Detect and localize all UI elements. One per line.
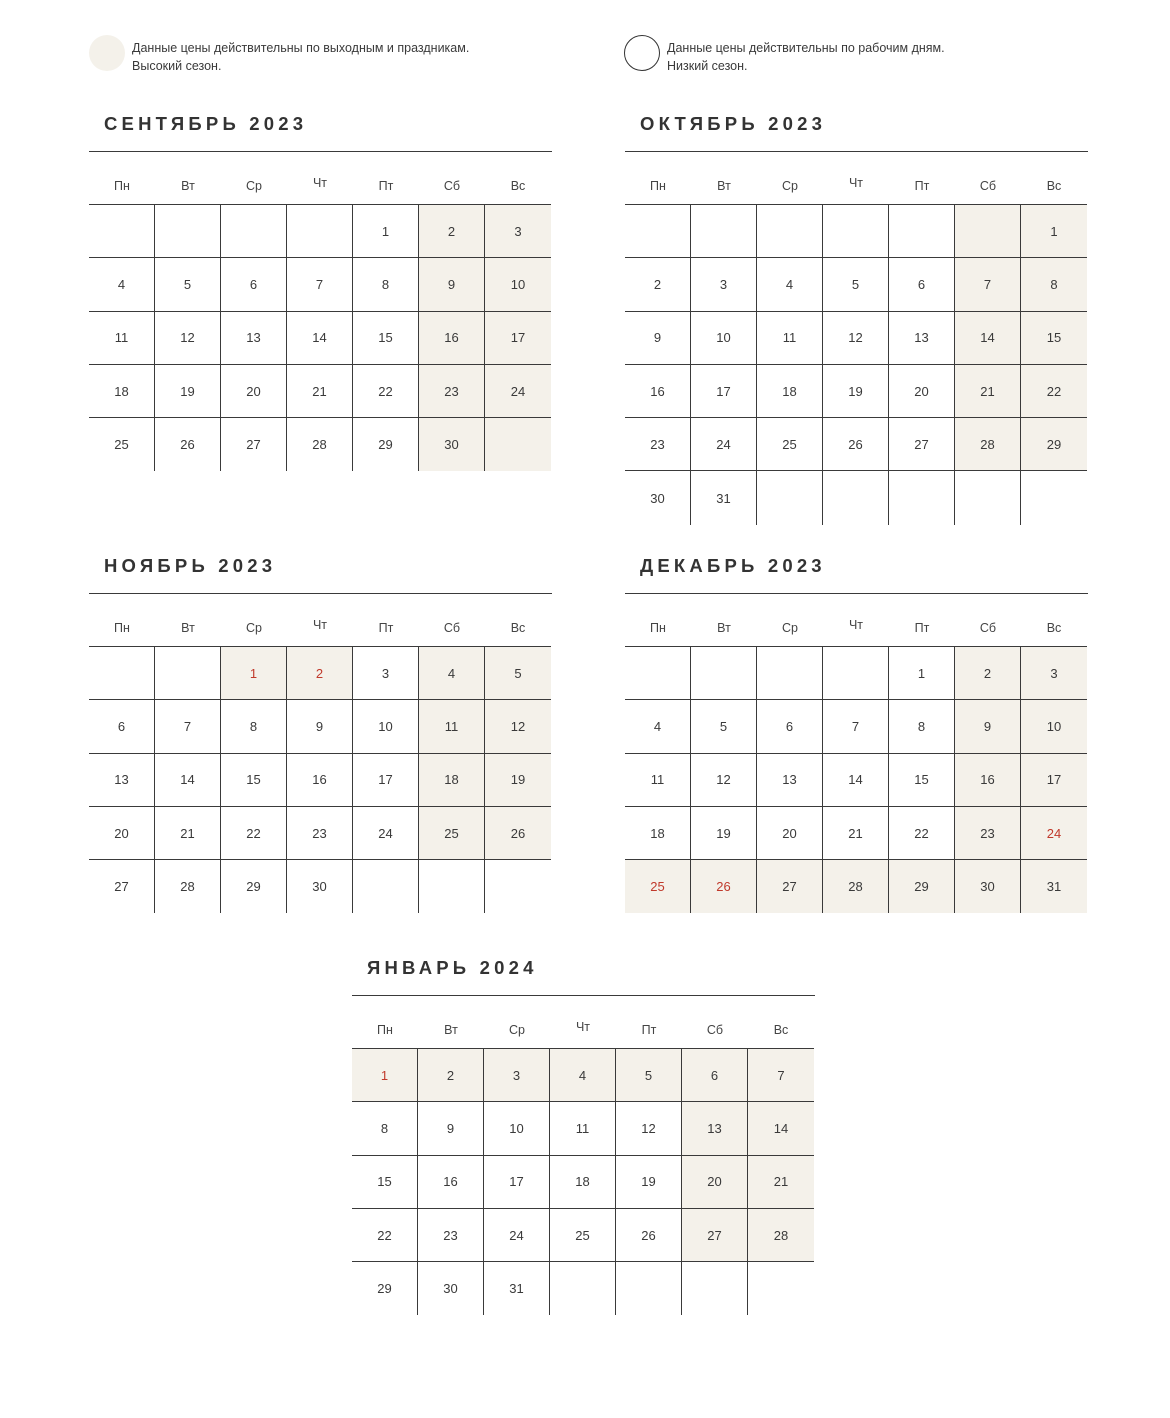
day-cell: 29 <box>1021 418 1087 471</box>
weekday-label: Сб <box>443 621 461 635</box>
weekday-label: Вс <box>1046 621 1062 635</box>
day-cell: 21 <box>155 807 221 860</box>
day-cell: 14 <box>955 312 1021 365</box>
weekday-header <box>625 176 1088 193</box>
day-grid <box>625 646 1087 913</box>
day-cell: 17 <box>485 312 551 365</box>
day-cell: 19 <box>155 365 221 418</box>
day-grid <box>352 1048 814 1315</box>
day-cell: 2 <box>625 258 691 311</box>
day-cell: 13 <box>89 754 155 807</box>
weekday-label: Чт <box>848 618 864 632</box>
empty-cell <box>955 471 1021 524</box>
weekday-label: Сб <box>979 179 997 193</box>
day-cell: 16 <box>418 1156 484 1209</box>
day-cell: 23 <box>418 1209 484 1262</box>
empty-cell <box>155 205 221 258</box>
weekday-label: Сб <box>443 179 461 193</box>
day-cell: 27 <box>757 860 823 913</box>
weekday-label: Сб <box>706 1023 724 1037</box>
empty-cell <box>616 1262 682 1315</box>
empty-cell <box>691 205 757 258</box>
day-cell: 10 <box>1021 700 1087 753</box>
day-cell: 14 <box>155 754 221 807</box>
divider <box>89 151 552 152</box>
legend-line: Низкий сезон. <box>667 59 748 73</box>
month-title: СЕНТЯБРЬ 2023 <box>104 113 308 134</box>
day-cell: 25 <box>89 418 155 471</box>
day-cell: 16 <box>625 365 691 418</box>
day-cell: 29 <box>889 860 955 913</box>
day-grid <box>625 204 1087 525</box>
day-cell: 1 <box>1021 205 1087 258</box>
divider <box>352 995 815 996</box>
day-cell: 4 <box>550 1049 616 1102</box>
day-cell: 8 <box>353 258 419 311</box>
day-cell: 9 <box>418 1102 484 1155</box>
weekday-label: Чт <box>575 1020 591 1034</box>
day-cell: 7 <box>748 1049 814 1102</box>
empty-cell <box>221 205 287 258</box>
day-cell: 22 <box>353 365 419 418</box>
day-cell: 17 <box>691 365 757 418</box>
day-cell: 23 <box>419 365 485 418</box>
day-cell: 23 <box>625 418 691 471</box>
day-cell: 24 <box>485 365 551 418</box>
day-cell: 13 <box>221 312 287 365</box>
weekday-label: Пн <box>650 621 666 635</box>
weekday-label: Вс <box>773 1023 789 1037</box>
day-cell: 27 <box>89 860 155 913</box>
day-cell: 1 <box>352 1049 418 1102</box>
high-season-swatch <box>89 35 125 71</box>
day-cell: 27 <box>889 418 955 471</box>
day-cell: 14 <box>287 312 353 365</box>
day-cell: 17 <box>353 754 419 807</box>
day-cell: 20 <box>89 807 155 860</box>
day-cell: 30 <box>419 418 485 471</box>
empty-cell <box>757 647 823 700</box>
weekday-label: Пн <box>650 179 666 193</box>
weekday-label: Ср <box>782 621 798 635</box>
day-cell: 24 <box>1021 807 1087 860</box>
weekday-label: Вт <box>181 621 195 635</box>
day-cell: 7 <box>155 700 221 753</box>
legend-text <box>132 39 469 75</box>
weekday-label: Чт <box>312 176 328 190</box>
weekday-label: Пт <box>914 179 930 193</box>
day-cell: 7 <box>823 700 889 753</box>
day-cell: 28 <box>955 418 1021 471</box>
day-cell: 18 <box>757 365 823 418</box>
empty-cell <box>155 647 221 700</box>
day-cell: 15 <box>353 312 419 365</box>
day-cell: 8 <box>221 700 287 753</box>
day-cell: 15 <box>221 754 287 807</box>
day-cell: 1 <box>353 205 419 258</box>
day-cell: 27 <box>682 1209 748 1262</box>
weekday-label: Чт <box>848 176 864 190</box>
day-cell: 5 <box>485 647 551 700</box>
day-cell: 18 <box>419 754 485 807</box>
weekday-header <box>352 1020 815 1037</box>
day-cell: 31 <box>1021 860 1087 913</box>
month-title: ДЕКАБРЬ 2023 <box>640 555 826 576</box>
empty-cell <box>889 205 955 258</box>
day-cell: 20 <box>757 807 823 860</box>
day-cell: 23 <box>287 807 353 860</box>
day-cell: 28 <box>823 860 889 913</box>
day-cell: 11 <box>625 754 691 807</box>
day-cell: 24 <box>353 807 419 860</box>
weekday-label: Пн <box>377 1023 393 1037</box>
low-season-swatch <box>624 35 660 71</box>
day-cell: 8 <box>1021 258 1087 311</box>
month-title: ЯНВАРЬ 2024 <box>367 957 538 978</box>
day-cell: 2 <box>287 647 353 700</box>
day-cell: 1 <box>221 647 287 700</box>
weekday-label: Вс <box>510 179 526 193</box>
day-cell: 5 <box>823 258 889 311</box>
day-cell: 6 <box>221 258 287 311</box>
day-cell: 21 <box>748 1156 814 1209</box>
day-cell: 29 <box>352 1262 418 1315</box>
day-cell: 28 <box>748 1209 814 1262</box>
day-cell: 29 <box>221 860 287 913</box>
day-cell: 4 <box>757 258 823 311</box>
day-cell: 10 <box>485 258 551 311</box>
day-cell: 2 <box>419 205 485 258</box>
empty-cell <box>550 1262 616 1315</box>
weekday-label: Ср <box>782 179 798 193</box>
day-cell: 13 <box>682 1102 748 1155</box>
empty-cell <box>823 647 889 700</box>
day-cell: 24 <box>484 1209 550 1262</box>
day-cell: 5 <box>155 258 221 311</box>
empty-cell <box>823 471 889 524</box>
day-cell: 2 <box>955 647 1021 700</box>
day-cell: 26 <box>691 860 757 913</box>
weekday-label: Вс <box>1046 179 1062 193</box>
weekday-label: Пт <box>914 621 930 635</box>
day-cell: 12 <box>485 700 551 753</box>
empty-cell <box>353 860 419 913</box>
day-cell: 9 <box>625 312 691 365</box>
day-cell: 16 <box>419 312 485 365</box>
day-cell: 25 <box>625 860 691 913</box>
legend-text <box>667 39 945 75</box>
day-cell: 12 <box>616 1102 682 1155</box>
empty-cell <box>955 205 1021 258</box>
month-title: НОЯБРЬ 2023 <box>104 555 277 576</box>
day-cell: 22 <box>221 807 287 860</box>
weekday-label: Вт <box>717 179 731 193</box>
weekday-header <box>89 618 552 635</box>
day-cell: 8 <box>889 700 955 753</box>
weekday-label: Пн <box>114 621 130 635</box>
day-grid <box>89 646 551 913</box>
weekday-label: Сб <box>979 621 997 635</box>
day-cell: 5 <box>616 1049 682 1102</box>
day-cell: 21 <box>955 365 1021 418</box>
day-cell: 26 <box>155 418 221 471</box>
day-cell: 20 <box>682 1156 748 1209</box>
day-cell: 14 <box>748 1102 814 1155</box>
day-cell: 26 <box>485 807 551 860</box>
day-cell: 19 <box>691 807 757 860</box>
day-cell: 17 <box>484 1156 550 1209</box>
divider <box>89 593 552 594</box>
empty-cell <box>625 647 691 700</box>
day-cell: 3 <box>1021 647 1087 700</box>
day-cell: 31 <box>484 1262 550 1315</box>
empty-cell <box>89 205 155 258</box>
day-cell: 10 <box>353 700 419 753</box>
day-cell: 12 <box>155 312 221 365</box>
day-cell: 17 <box>1021 754 1087 807</box>
day-cell: 3 <box>353 647 419 700</box>
day-cell: 6 <box>889 258 955 311</box>
day-cell: 4 <box>419 647 485 700</box>
empty-cell <box>889 471 955 524</box>
day-cell: 7 <box>287 258 353 311</box>
empty-cell <box>485 418 551 471</box>
day-cell: 4 <box>625 700 691 753</box>
day-grid <box>89 204 551 471</box>
empty-cell <box>287 205 353 258</box>
day-cell: 22 <box>352 1209 418 1262</box>
weekday-label: Пн <box>114 179 130 193</box>
day-cell: 18 <box>550 1156 616 1209</box>
weekday-header <box>89 176 552 193</box>
day-cell: 2 <box>418 1049 484 1102</box>
day-cell: 11 <box>757 312 823 365</box>
day-cell: 28 <box>287 418 353 471</box>
day-cell: 10 <box>691 312 757 365</box>
day-cell: 22 <box>1021 365 1087 418</box>
legend-line: Высокий сезон. <box>132 59 222 73</box>
day-cell: 29 <box>353 418 419 471</box>
day-cell: 26 <box>616 1209 682 1262</box>
legend-line: Данные цены действительны по выходным и праздникам. <box>132 41 470 55</box>
empty-cell <box>1021 471 1087 524</box>
day-cell: 18 <box>89 365 155 418</box>
weekday-label: Вт <box>444 1023 458 1037</box>
day-cell: 13 <box>757 754 823 807</box>
weekday-label: Вт <box>181 179 195 193</box>
day-cell: 24 <box>691 418 757 471</box>
day-cell: 25 <box>550 1209 616 1262</box>
weekday-label: Ср <box>509 1023 525 1037</box>
day-cell: 19 <box>616 1156 682 1209</box>
day-cell: 30 <box>625 471 691 524</box>
day-cell: 3 <box>484 1049 550 1102</box>
day-cell: 23 <box>955 807 1021 860</box>
day-cell: 26 <box>823 418 889 471</box>
divider <box>625 151 1088 152</box>
day-cell: 30 <box>955 860 1021 913</box>
day-cell: 13 <box>889 312 955 365</box>
empty-cell <box>757 471 823 524</box>
day-cell: 25 <box>419 807 485 860</box>
day-cell: 20 <box>221 365 287 418</box>
day-cell: 11 <box>89 312 155 365</box>
day-cell: 25 <box>757 418 823 471</box>
day-cell: 20 <box>889 365 955 418</box>
day-cell: 30 <box>287 860 353 913</box>
weekday-label: Чт <box>312 618 328 632</box>
weekday-label: Вт <box>717 621 731 635</box>
day-cell: 8 <box>352 1102 418 1155</box>
day-cell: 19 <box>485 754 551 807</box>
weekday-header <box>625 618 1088 635</box>
day-cell: 22 <box>889 807 955 860</box>
weekday-label: Вс <box>510 621 526 635</box>
empty-cell <box>89 647 155 700</box>
day-cell: 19 <box>823 365 889 418</box>
day-cell: 5 <box>691 700 757 753</box>
empty-cell <box>691 647 757 700</box>
day-cell: 12 <box>823 312 889 365</box>
day-cell: 3 <box>691 258 757 311</box>
empty-cell <box>419 860 485 913</box>
weekday-label: Ср <box>246 621 262 635</box>
month-title: ОКТЯБРЬ 2023 <box>640 113 827 134</box>
empty-cell <box>485 860 551 913</box>
day-cell: 30 <box>418 1262 484 1315</box>
day-cell: 6 <box>89 700 155 753</box>
day-cell: 3 <box>485 205 551 258</box>
day-cell: 16 <box>955 754 1021 807</box>
day-cell: 15 <box>1021 312 1087 365</box>
day-cell: 11 <box>550 1102 616 1155</box>
empty-cell <box>823 205 889 258</box>
day-cell: 15 <box>352 1156 418 1209</box>
weekday-label: Ср <box>246 179 262 193</box>
empty-cell <box>625 205 691 258</box>
empty-cell <box>682 1262 748 1315</box>
legend-line: Данные цены действительны по рабочим дням. <box>667 41 945 55</box>
day-cell: 7 <box>955 258 1021 311</box>
day-cell: 21 <box>287 365 353 418</box>
day-cell: 12 <box>691 754 757 807</box>
empty-cell <box>748 1262 814 1315</box>
day-cell: 9 <box>955 700 1021 753</box>
day-cell: 6 <box>757 700 823 753</box>
day-cell: 11 <box>419 700 485 753</box>
day-cell: 16 <box>287 754 353 807</box>
day-cell: 10 <box>484 1102 550 1155</box>
day-cell: 31 <box>691 471 757 524</box>
weekday-label: Пт <box>378 621 394 635</box>
empty-cell <box>757 205 823 258</box>
day-cell: 21 <box>823 807 889 860</box>
day-cell: 27 <box>221 418 287 471</box>
day-cell: 9 <box>287 700 353 753</box>
day-cell: 4 <box>89 258 155 311</box>
divider <box>625 593 1088 594</box>
weekday-label: Пт <box>641 1023 657 1037</box>
day-cell: 9 <box>419 258 485 311</box>
day-cell: 6 <box>682 1049 748 1102</box>
day-cell: 14 <box>823 754 889 807</box>
day-cell: 1 <box>889 647 955 700</box>
day-cell: 15 <box>889 754 955 807</box>
day-cell: 18 <box>625 807 691 860</box>
weekday-label: Пт <box>378 179 394 193</box>
day-cell: 28 <box>155 860 221 913</box>
